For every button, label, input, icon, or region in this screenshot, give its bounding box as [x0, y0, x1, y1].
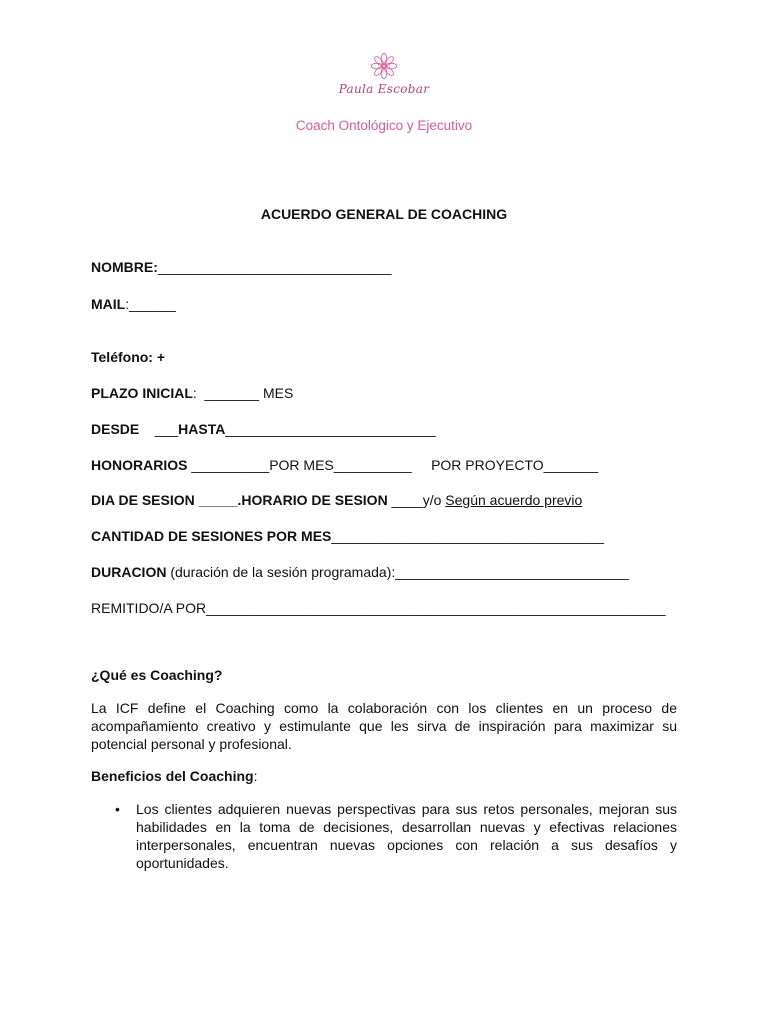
field-blank: ______________________________ [157, 259, 392, 275]
field-blank: ___________________________ [225, 421, 436, 437]
list-item-text: Los clientes adquieren nuevas perspectivas para sus retos personales, mejoran sus habilidades en la toma de decisiones, desarrollan nuevas y efectivas relaciones interpersonales, encuentran nuevas opciones con relación a sus desafíos y oportunidades. [136, 801, 677, 871]
coaching-heading: ¿Qué es Coaching? [91, 667, 223, 683]
field-label: Teléfono: + [91, 349, 166, 365]
field-desde-hasta [91, 420, 436, 438]
field-remitido [91, 599, 666, 617]
field-nombre [91, 258, 391, 276]
coaching-definition: La ICF define el Coaching como la colaboración con los clientes en un proceso de acompañamiento creativo y estimulante que les sirva de inspiración para maximizar su potencial personal y profesional. [91, 700, 677, 752]
field-telefono [91, 348, 165, 366]
field-plazo-inicial [91, 384, 293, 402]
field-blank: :______ [125, 296, 176, 312]
field-blank: : _______ MES [192, 385, 294, 401]
bullet-icon: • [115, 801, 120, 817]
field-blank: ___________________________________________________________ [206, 600, 666, 616]
field-label-hasta: HASTA [178, 421, 226, 437]
brand-subtitle: Coach Ontológico y Ejecutivo [295, 118, 473, 133]
brand-name: Paula Escobar [338, 82, 430, 96]
field-label: PLAZO INICIAL [91, 385, 193, 401]
document-title: ACUERDO GENERAL DE COACHING [260, 206, 508, 222]
field-label: REMITIDO/A POR [91, 600, 207, 616]
brand-logo [0, 52, 768, 96]
field-note: Según acuerdo previo [445, 492, 583, 508]
field-label: DURACION [91, 564, 167, 580]
field-blank: __________POR MES__________ POR PROYECTO_______ [187, 457, 599, 473]
benefits-colon: : [253, 768, 258, 784]
field-blank: ___________________________________ [331, 528, 604, 544]
field-label: HONORARIOS [91, 457, 188, 473]
field-duracion [91, 563, 629, 581]
field-label: DIA DE SESION _____.HORARIO DE SESION [91, 492, 388, 508]
field-label: CANTIDAD DE SESIONES POR MES [91, 528, 332, 544]
field-cantidad-sesiones [91, 527, 604, 545]
field-label: DESDE [91, 421, 140, 437]
benefits-heading: Beneficios del Coaching [91, 768, 254, 784]
field-blank: (duración de la sesión programada):______________________________ [166, 564, 629, 580]
benefits-list [91, 800, 677, 872]
field-label: MAIL [91, 296, 126, 312]
field-blank: ___ [139, 421, 179, 437]
field-label: NOMBRE: [91, 259, 158, 275]
field-blank: ____y/o [387, 492, 446, 508]
field-mail [91, 295, 176, 313]
benefits-heading-line [91, 767, 257, 785]
field-dia-sesion [91, 491, 582, 509]
flower-mandala-icon [370, 52, 398, 80]
field-honorarios [91, 456, 598, 474]
list-item [91, 800, 677, 872]
